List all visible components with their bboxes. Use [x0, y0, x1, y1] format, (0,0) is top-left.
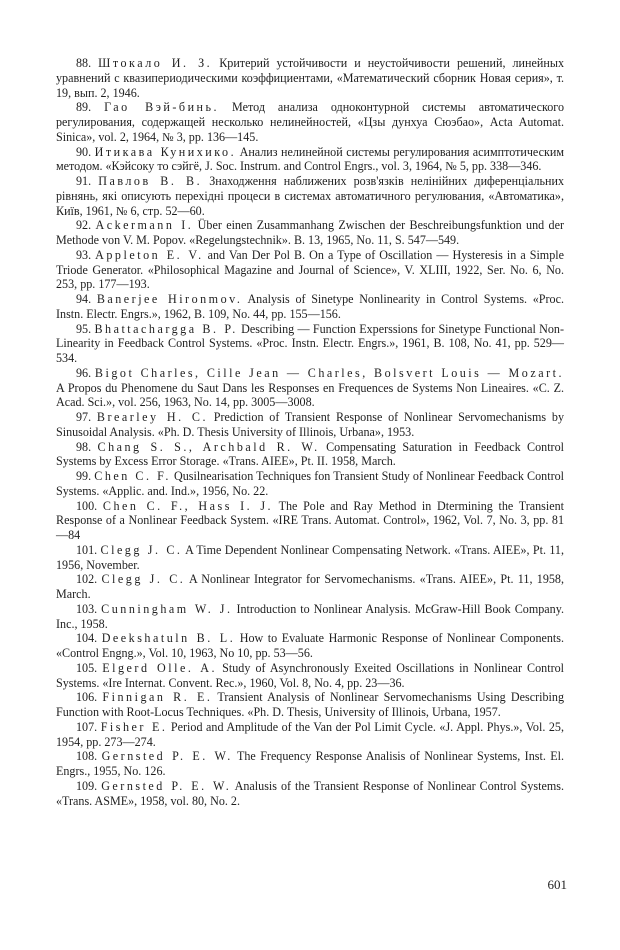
reference-author: Gernsted P. E. W. [101, 749, 233, 764]
reference-text: Period and Amplitude of the Van der Pol Limit Cycle. «J. Appl. Phys.», Vol. 25, 1954, pp. 273—274. [56, 719, 564, 749]
reference-text: Критерий устойчивости и неустойчивости решений, линейных уравнений с квазипериодическими коэффициентами, «Математический сборник Новая серия», т. 19, вып. 2, 1946. [56, 56, 564, 100]
reference-entry [56, 56, 564, 100]
reference-text: Знаходження наближених розв'язків нелінійних диференціальних рівнянь, які описують перехідні процеси в системах автоматичного регулювания, «Автоматика», Київ, 1961, № 6, стр. 52—60. [56, 174, 564, 218]
reference-number: 96. [76, 365, 92, 380]
reference-list [56, 56, 564, 808]
reference-text: Метод анализа одноконтурной системы автоматического регулирования, содержащей несколько нелинейностей, «Цзы дунхуа Сюэбао», Acta Automat. Sinica», vol. 2, 1964, № 3, pp. 136—145. [56, 100, 565, 144]
reference-author: Cunningham W. J. [101, 601, 233, 616]
reference-entry [56, 543, 564, 573]
reference-entry [56, 410, 564, 440]
reference-number: 90. [76, 144, 92, 159]
reference-number: 107. [76, 719, 98, 734]
reference-author: Chen C. F. [94, 469, 171, 483]
reference-entry [56, 720, 564, 750]
reference-author: Итикава Кунихико. [94, 144, 237, 159]
reference-author: Brearley H. C. [96, 410, 208, 424]
reference-number: 94. [76, 292, 92, 306]
reference-entry [56, 145, 564, 175]
reference-author: Chen C. F., Hass I. J. [102, 498, 274, 513]
reference-entry [56, 602, 564, 632]
reference-number: 105. [76, 660, 98, 675]
reference-number: 92. [76, 218, 92, 233]
reference-entry [56, 631, 564, 661]
reference-author: Павлов В. В. [98, 174, 203, 188]
reference-text: Analusis of the Transient Response of Nonlinear Control Systems. «Trans. ASME», 1958, vol. 80, No. 2. [56, 778, 564, 808]
reference-author: Bigot Charles, Cille Jean — Charles, Bolsvert Louis — Mozart. [94, 365, 564, 380]
reference-number: 93. [76, 247, 92, 262]
reference-entry [56, 779, 564, 809]
reference-text: Introduction to Nonlinear Analysis. McGraw-Hill Book Company. Inc., 1958. [56, 601, 564, 631]
reference-number: 98. [76, 439, 92, 454]
reference-text: Prediction of Transient Response of Nonlinear Servomechanisms by Sinusoidal Analysis. «Ph. D. Thesis University of Illinois, Urbana», 1953. [56, 410, 564, 439]
reference-author: Chang S. S., Archbald R. W. [97, 439, 320, 454]
reference-entry [56, 469, 564, 499]
reference-author: Banerjee Hironmov. [96, 292, 243, 306]
reference-text: A Propos du Phenomene du Saut Dans les Responses en Frequences de Systems Non Lineaires. «C. Z. Acad. Sci.», vol. 256, 1963, No. 14, pp. 3005—3008. [56, 380, 564, 410]
reference-entry [56, 174, 564, 218]
reference-number: 100. [76, 498, 98, 513]
reference-number: 101. [76, 542, 98, 557]
reference-text: The Frequency Response Analisis of Nonlinear Systems, Inst. El. Engrs., 1955, No. 126. [56, 749, 564, 778]
reference-text: How to Evaluate Harmonic Response of Nonlinear Components. «Control Engng.», Vol. 10, 1963, No 10, pp. 53—56. [56, 631, 564, 660]
reference-author: Appleton E. V. [95, 247, 204, 262]
reference-text: and Van Der Pol B. On a Type of Oscillation — Hysteresis in a Simple Triode Generator. «Philosophical Magazine and Journal of Science», V. XLIII, 1922, Ser. No. 6, No. 253, pp. 177—193. [56, 247, 564, 292]
reference-entry [56, 661, 564, 691]
reference-text: Qusilnearisation Techniques fon Transient Study of Nonlinear Feedback Control Systems. «Applic. and. Ind.», 1956, No. 22. [56, 469, 564, 498]
reference-entry [56, 100, 564, 144]
reference-author: Deekshatuln B. L. [101, 631, 236, 646]
reference-text: Über einen Zusammanhang Zwischen der Beschreibungsfunktion und der Methode von V. M. Popov. «Regelungstechnik». B. 13, 1965, No. 11, S. 547—549. [56, 218, 564, 247]
reference-number: 99. [76, 469, 92, 483]
reference-number: 97. [76, 410, 92, 424]
reference-entry [56, 248, 564, 292]
reference-text: Describing — Function Experssions for Sinetype Functional Non-Linearity in Feedback Control Systems. «Proc. Instn. Electr. Engrs.», 1961, B. 108, No. 41, pp. 529—534. [56, 321, 565, 365]
reference-author: Finnigan R. E. [102, 690, 213, 705]
reference-author: Bhattachargga B. P. [94, 321, 238, 336]
reference-text: Transient Analysis of Nonlinear Servomechanisms Using Describing Function with Root-Locus Techniques. «Ph. D. Thesis, University of Illinois, Urbana, 1957. [56, 690, 564, 719]
reference-entry [56, 292, 564, 322]
reference-author: Штокало И. З. [98, 56, 213, 70]
reference-text: A Time Dependent Nonlinear Compensating Network. «Trans. AIEE», Pt. 11, 1956, November. [56, 542, 564, 572]
reference-text: The Pole and Ray Method in Dtermining the Transient Response of a Nonlinear Feedback System. «IRE Trans. Automat. Control», 1962, Vol. 7, No. 3, pp. 81—84 [56, 498, 564, 542]
reference-text: Analysis of Sinetype Nonlinearity in Control Systems. «Proc. Instn. Electr. Engrs.», 1962, B. 109, No. 44, pp. 155—156. [56, 292, 564, 321]
reference-entry [56, 572, 564, 602]
reference-entry [56, 499, 564, 543]
reference-author: Гао Вэй-бинь. [104, 100, 220, 115]
reference-entry [56, 749, 564, 779]
reference-entry [56, 690, 564, 720]
reference-entry [56, 322, 564, 366]
reference-text: Study of Asynchronously Exeited Oscillations in Nonlinear Control Systems. «Ire Internat. Convent. Rec.», 1960, Vol. 8, No. 4, pp. 23—36. [56, 660, 564, 690]
reference-author: Elgerd Olle. A. [102, 660, 218, 675]
reference-number: 109. [76, 778, 98, 793]
reference-author: Clegg J. C. [100, 542, 183, 557]
reference-entry [56, 366, 564, 410]
reference-author: Clegg J. C. [101, 572, 186, 587]
reference-number: 91. [76, 174, 92, 188]
reference-number: 106. [76, 690, 98, 705]
reference-entry [56, 218, 564, 248]
reference-text: Compensating Saturation in Feedback Control Systems by Excess Error Storage. «Trans. AIEE», Pt. II. 1958, March. [56, 439, 564, 469]
reference-author: Ackermann I. [95, 218, 194, 233]
reference-author: Gernsted P. E. W. [101, 778, 232, 793]
reference-text: Анализ нелинейной системы регулирования асимптотическим методом. «Кэйсоку то сэйгё, J. Soc. Instrum. and Control Engrs., vol. 3, 1964, № 5, pp. 338—346. [56, 144, 564, 174]
reference-number: 89. [76, 100, 92, 115]
reference-number: 95. [76, 321, 92, 336]
reference-number: 108. [76, 749, 98, 764]
reference-number: 88. [76, 56, 92, 70]
reference-author: Fisher E. [100, 719, 168, 734]
reference-entry [56, 440, 564, 470]
reference-number: 104. [76, 631, 98, 646]
reference-text: A Nonlinear Integrator for Servomechanisms. «Trans. AIEE», Pt. 11, 1958, March. [56, 572, 564, 601]
page-number: 601 [547, 877, 567, 892]
reference-number: 103. [76, 601, 98, 616]
reference-number: 102. [76, 572, 98, 587]
